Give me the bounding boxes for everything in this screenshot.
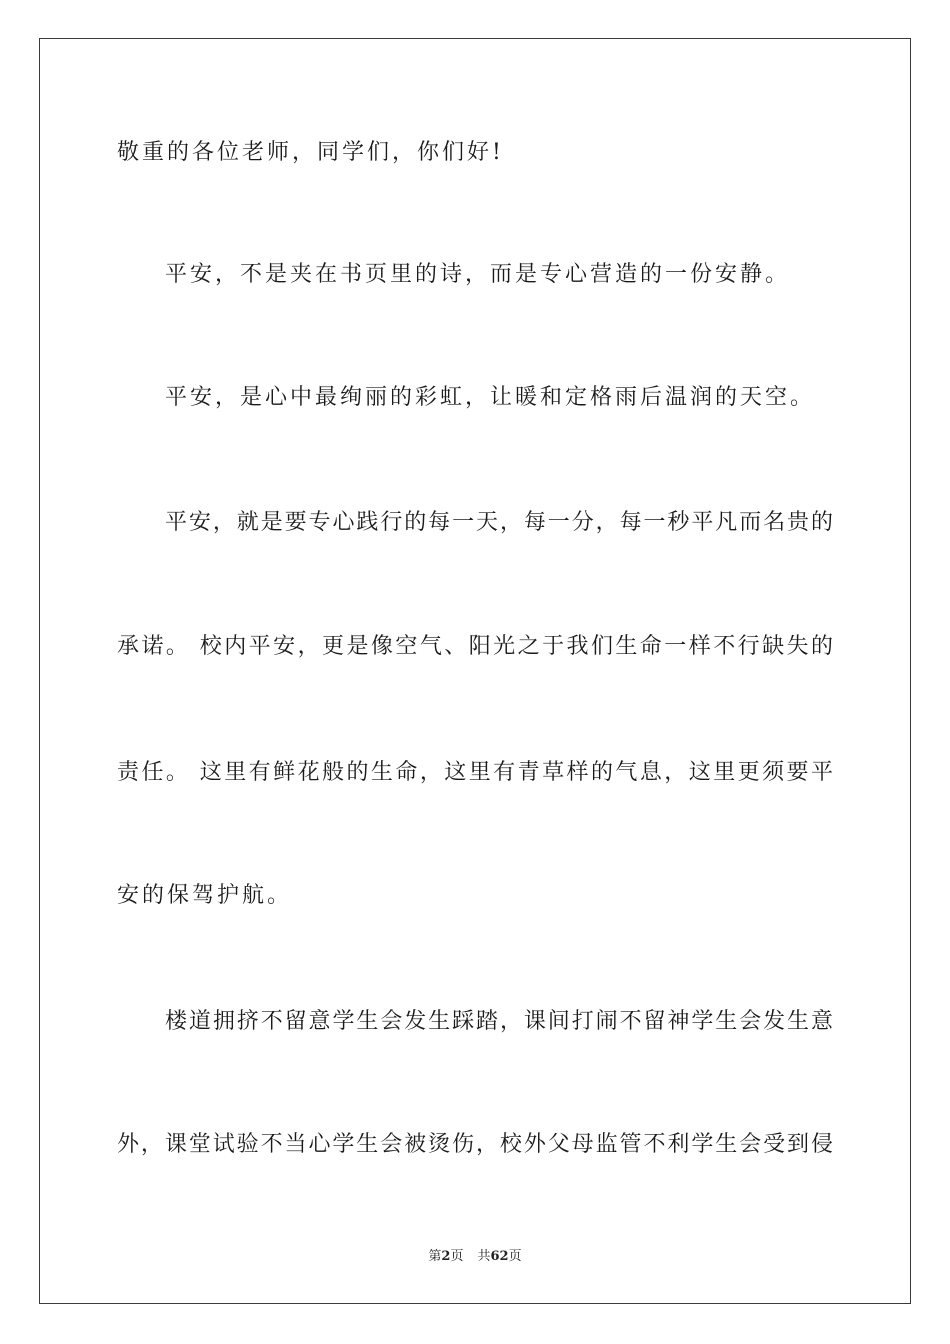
footer-page-prefix: 第 <box>428 1249 442 1264</box>
paragraph-3-line-2: 承诺。 校内平安，更是像空气、阳光之于我们生命一样不行缺失的 <box>117 634 833 659</box>
paragraph-4-line-2: 外，课堂试验不当心学生会被烫伤，校外父母监管不利学生会受到侵 <box>117 1132 833 1157</box>
page-frame <box>39 38 911 1304</box>
footer-total-suffix: 页 <box>508 1249 522 1264</box>
footer-total-prefix: 共 <box>477 1249 491 1264</box>
paragraph-3-line-1: 平安，就是要专心践行的每一天，每一分，每一秒平凡而名贵的 <box>165 510 833 535</box>
paragraph-3-line-4: 安的保驾护航。 <box>117 883 293 908</box>
footer-page-suffix: 页 <box>450 1249 464 1264</box>
paragraph-1-line-1: 平安，不是夹在书页里的诗，而是专心营造的一份安静。 <box>165 262 791 287</box>
greeting-line: 敬重的各位老师，同学们，你们好! <box>117 140 504 165</box>
paragraph-2-line-1: 平安，是心中最绚丽的彩虹，让暖和定格雨后温润的天空。 <box>165 385 816 410</box>
footer-total-pages: 62 <box>490 1249 509 1264</box>
page-footer <box>0 1248 950 1266</box>
footer-page-number: 2 <box>441 1249 451 1264</box>
paragraph-4-line-1: 楼道拥挤不留意学生会发生踩踏，课间打闹不留神学生会发生意 <box>165 1009 833 1034</box>
paragraph-3-line-3: 责任。 这里有鲜花般的生命，这里有青草样的气息，这里更须要平 <box>117 760 833 785</box>
